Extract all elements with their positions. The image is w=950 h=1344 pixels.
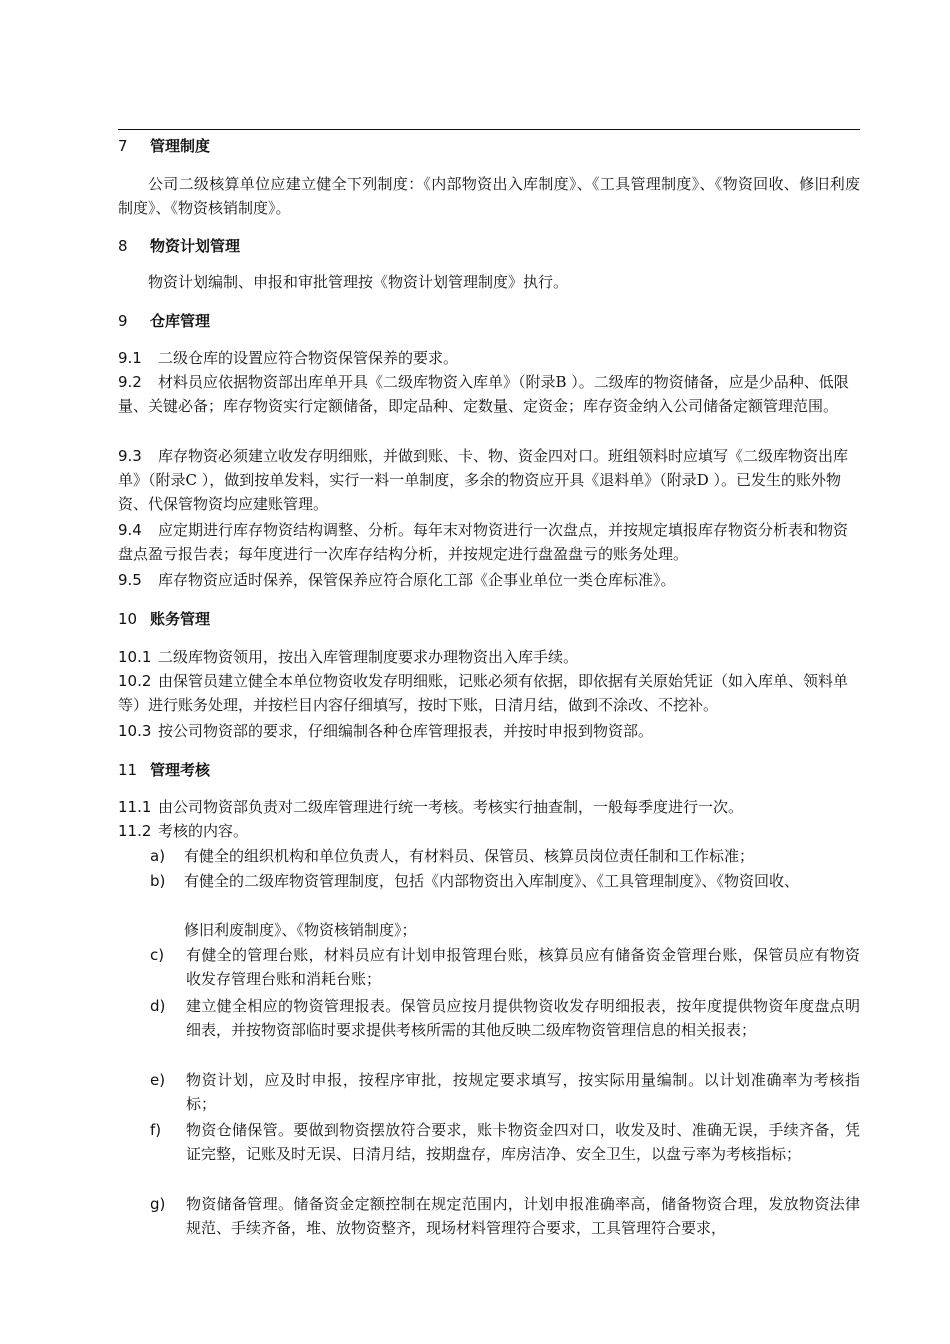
subitem-letter: f) xyxy=(150,1121,162,1139)
section-number: 8 xyxy=(118,237,128,255)
subitem-text: 有健全的二级库物资管理制度，包括《内部物资出入库制度》、《工具管理制度》、《物资回收、 xyxy=(184,872,800,890)
clause-text: 二级库物资领用，按出入库管理制度要求办理物资出入库手续。 xyxy=(158,648,579,666)
subitem-text: 物资仓储保管。要做到物资摆放符合要求，账卡物资金四对口，收发及时、准确无误，手续齐备，凭证完整，记账及时无误、日清月结，按期盘存，库房洁净、安全卫生，以盘亏率为考核指标； xyxy=(186,1121,860,1163)
subitem-c xyxy=(150,943,860,991)
section-number: 7 xyxy=(118,137,128,155)
clause-number: 9.5 xyxy=(118,571,142,589)
header-rule xyxy=(118,129,860,130)
clause-text: 由保管员建立健全本单位物资收发存明细账，记账必须有依据，即依据有关原始凭证（如入库单、领料单等）进行账务处理，并按栏目内容仔细填写，按时下账，日清月结，做到不涂改、不挖补。 xyxy=(118,672,849,714)
section-9-heading xyxy=(118,310,210,331)
subitem-letter: d) xyxy=(150,997,166,1015)
clause-10-1 xyxy=(118,645,860,669)
section-8-body xyxy=(118,270,860,294)
clause-text: 考核的内容。 xyxy=(158,822,249,840)
subitem-letter: g) xyxy=(150,1195,166,1213)
clause-9-4 xyxy=(118,518,860,566)
clause-text: 应定期进行库存物资结构调整、分析。每年末对物资进行一次盘点，并按规定填报库存物资分析表和物资盘点盈亏报告表；每年度进行一次库存结构分析，并按规定进行盘盈盘亏的账务处理。 xyxy=(118,521,849,563)
section-title: 账务管理 xyxy=(150,610,211,628)
clause-9-3 xyxy=(118,444,860,516)
clause-11-1 xyxy=(118,795,860,819)
clause-number: 9.3 xyxy=(118,447,142,465)
paragraph: 物资计划编制、申报和审批管理按《物资计划管理制度》执行。 xyxy=(148,273,569,291)
subitem-a xyxy=(150,844,860,868)
clause-10-3 xyxy=(118,719,860,743)
subitem-text: 建立健全相应的物资管理报表。保管员应按月提供物资收发存明细报表，按年度提供物资年度盘点明细表，并按物资部临时要求提供考核所需的其他反映二级库物资管理信息的相关报表； xyxy=(186,997,860,1039)
subitem-letter: c) xyxy=(150,946,165,964)
subitem-text: 物资计划，应及时申报，按程序审批，按规定要求填写，按实际用量编制。以计划准确率为考核指标； xyxy=(186,1071,860,1113)
subitem-e xyxy=(150,1068,860,1116)
subitem-letter: b) xyxy=(150,872,166,890)
section-number: 9 xyxy=(118,312,128,330)
subitem-b-continuation xyxy=(184,918,860,942)
clause-text: 材料员应依据物资部出库单开具《二级库物资入库单》（附录B ）。二级库的物资储备，应是少品种、低限量、关键必备；库存物资实行定额储备，即定品种、定数量、定资金；库存资金纳入公司储备定额管理范围。 xyxy=(118,373,849,415)
subitem-letter: a) xyxy=(150,847,166,865)
paragraph: 公司二级核算单位应建立健全下列制度：《内部物资出入库制度》、《工具管理制度》、《物资回收、修旧利废制度》、《物资核销制度》。 xyxy=(118,175,860,217)
clause-10-2 xyxy=(118,669,860,717)
subitem-text: 有健全的管理台账，材料员应有计划申报管理台账，核算员应有储备资金管理台账，保管员应有物资收发存管理台账和消耗台账； xyxy=(186,946,860,988)
section-title: 管理制度 xyxy=(150,137,211,155)
clause-text: 按公司物资部的要求，仔细编制各种仓库管理报表，并按时申报到物资部。 xyxy=(158,722,654,740)
clause-number: 9.4 xyxy=(118,521,142,539)
section-number: 11 xyxy=(118,761,138,779)
subitem-f xyxy=(150,1118,860,1166)
clause-number: 10.2 xyxy=(118,672,152,690)
section-number: 10 xyxy=(118,610,138,628)
clause-9-5 xyxy=(118,568,860,592)
clause-text: 库存物资必须建立收发存明细账，并做到账、卡、物、资金四对口。班组领料时应填写《二级库物资出库单》（附录C ），做到按单发料，实行一料一单制度，多余的物资应开具《退料单》（附录D ）。已发生的账外物资、代保管物资均应建账管理。 xyxy=(118,447,849,513)
section-title: 仓库管理 xyxy=(150,312,211,330)
section-title: 物资计划管理 xyxy=(150,237,241,255)
clause-number: 10.1 xyxy=(118,648,152,666)
section-7-heading xyxy=(118,135,210,156)
subitem-g xyxy=(150,1192,860,1240)
subitem-b xyxy=(150,869,860,893)
clause-number: 10.3 xyxy=(118,722,152,740)
clause-text: 二级仓库的设置应符合物资保管保养的要求。 xyxy=(158,349,459,367)
subitem-letter: e) xyxy=(150,1071,166,1089)
clause-9-2 xyxy=(118,370,860,418)
clause-11-2 xyxy=(118,819,860,843)
subitem-text: 物资储备管理。储备资金定额控制在规定范围内，计划申报准确率高，储备物资合理，发放物资法律规范、手续齐备，堆、放物资整齐，现场材料管理符合要求，工具管理符合要求， xyxy=(186,1195,860,1237)
clause-text: 由公司物资部负责对二级库管理进行统一考核。考核实行抽查制，一般每季度进行一次。 xyxy=(158,798,744,816)
subitem-d xyxy=(150,994,860,1042)
clause-text: 库存物资应适时保养，保管保养应符合原化工部《企事业单位一类仓库标准》。 xyxy=(158,571,676,589)
section-7-body xyxy=(118,172,860,220)
section-11-heading xyxy=(118,759,210,780)
clause-number: 9.1 xyxy=(118,349,142,367)
section-8-heading xyxy=(118,235,240,256)
clause-number: 11.1 xyxy=(118,798,152,816)
section-title: 管理考核 xyxy=(150,761,211,779)
clause-number: 11.2 xyxy=(118,822,152,840)
clause-9-1 xyxy=(118,346,860,370)
subitem-text: 有健全的组织机构和单位负责人，有材料员、保管员、核算员岗位责任制和工作标准； xyxy=(184,847,755,865)
section-10-heading xyxy=(118,608,210,629)
subitem-text: 修旧利废制度》、《物资核销制度》； xyxy=(184,921,417,939)
clause-number: 9.2 xyxy=(118,373,142,391)
